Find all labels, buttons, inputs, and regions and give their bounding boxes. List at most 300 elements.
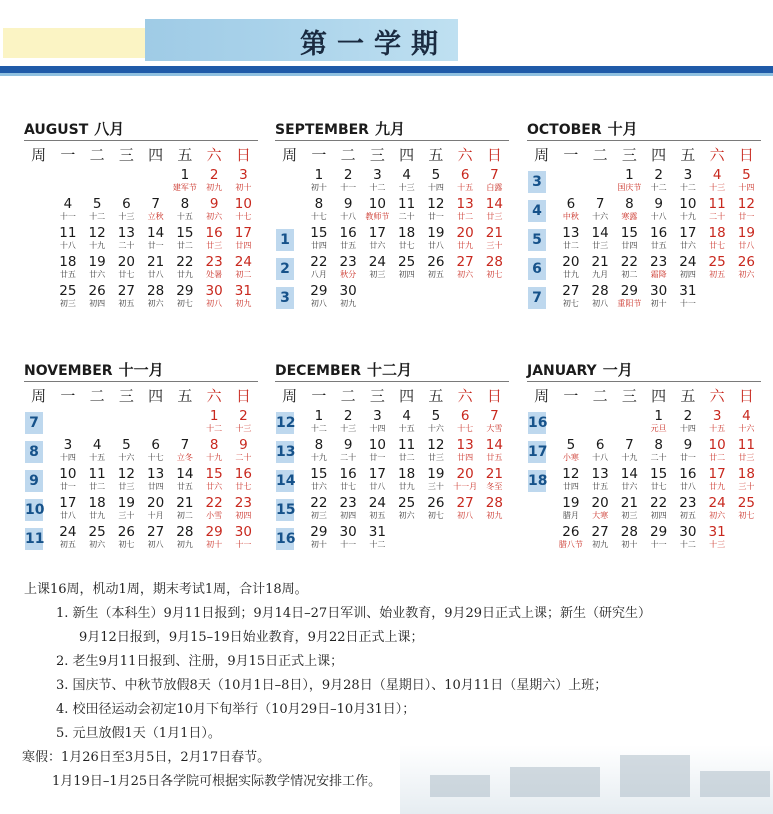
day-number: 8	[209, 437, 219, 453]
day-cell	[83, 225, 112, 254]
day-number: 15	[620, 225, 638, 241]
month-name-en: OCTOBER	[527, 122, 602, 138]
lunar-label: 廿三	[738, 453, 755, 462]
day-cell	[451, 225, 480, 254]
day-number: 23	[650, 254, 668, 270]
empty-cell	[480, 283, 509, 312]
day-number: 14	[147, 225, 165, 241]
day-cell	[229, 167, 258, 196]
day-cell	[334, 283, 363, 312]
week-number-badge: 5	[528, 229, 546, 251]
day-number: 4	[402, 167, 411, 183]
lunar-label: 廿四	[235, 241, 252, 250]
lunar-label: 十九	[310, 453, 327, 462]
week-row	[24, 225, 258, 254]
empty-cell	[421, 283, 450, 312]
week-row	[275, 495, 509, 524]
lunar-label: 初四	[89, 299, 106, 308]
day-cell	[141, 495, 170, 524]
day-number: 16	[339, 466, 357, 482]
empty-cell	[392, 283, 421, 312]
lunar-label: 初五	[118, 299, 135, 308]
day-number: 7	[151, 196, 160, 212]
weekday-label: 四	[651, 145, 667, 164]
day-number: 29	[205, 524, 223, 540]
day-cell	[53, 225, 82, 254]
day-cell	[170, 466, 199, 495]
weekday-label: 六	[709, 386, 725, 405]
lunar-label: 立秋	[147, 212, 164, 221]
day-cell	[732, 437, 761, 466]
day-number: 27	[562, 283, 580, 299]
day-cell	[673, 524, 702, 553]
day-number: 20	[147, 495, 165, 511]
day-number: 30	[234, 524, 252, 540]
lunar-label: 初九	[486, 511, 503, 520]
week-row	[275, 524, 509, 553]
day-number: 14	[620, 466, 638, 482]
day-number: 5	[431, 408, 441, 424]
weekday-label: 一	[563, 145, 579, 164]
week-number-badge: 15	[276, 499, 294, 521]
lunar-label: 初五	[59, 540, 76, 549]
day-cell	[586, 196, 615, 225]
lunar-label: 十三	[235, 424, 252, 433]
day-number: 6	[460, 408, 470, 424]
week-row	[275, 408, 509, 437]
day-number: 11	[59, 225, 77, 241]
day-number: 7	[490, 408, 499, 424]
day-cell	[141, 254, 170, 283]
day-cell	[83, 495, 112, 524]
day-number: 8	[654, 437, 663, 453]
day-cell	[480, 466, 509, 495]
day-number: 13	[456, 196, 474, 212]
lunar-label: 初十	[206, 540, 223, 549]
day-number: 2	[239, 408, 248, 424]
day-cell	[556, 196, 585, 225]
lunar-label: 廿二	[709, 453, 726, 462]
day-number: 16	[650, 225, 668, 241]
note-item-1: 1. 新生（本科生）9月11日报到；9月14日–27日军训、始业教育，9月29日正式上课；新生（研究生）	[56, 606, 652, 621]
day-number: 21	[147, 254, 165, 270]
day-cell	[392, 495, 421, 524]
week-number-badge: 7	[528, 287, 546, 309]
week-number-badge: 17	[528, 441, 546, 463]
day-number: 21	[485, 225, 503, 241]
day-number: 2	[343, 167, 353, 183]
empty-cell	[392, 524, 421, 553]
lunar-label: 十二	[369, 540, 386, 549]
day-number: 6	[566, 196, 576, 212]
day-number: 6	[460, 167, 470, 183]
day-number: 6	[122, 196, 131, 212]
day-cell	[451, 408, 480, 437]
day-cell	[304, 437, 333, 466]
week-row	[527, 196, 761, 225]
day-number: 25	[737, 495, 755, 511]
week-number-badge: 4	[528, 200, 546, 222]
weekday-label: 周	[31, 386, 47, 405]
day-cell	[480, 167, 509, 196]
weekday-label: 三	[369, 386, 385, 405]
day-cell	[644, 437, 673, 466]
week-row	[275, 283, 509, 312]
day-number: 29	[310, 283, 328, 299]
week-row	[527, 167, 761, 196]
lunar-label: 廿五	[592, 482, 609, 491]
lunar-label: 廿九	[176, 270, 193, 279]
day-cell	[732, 196, 761, 225]
lunar-label: 十三	[398, 183, 415, 192]
week-row	[527, 524, 761, 553]
day-number: 23	[205, 254, 223, 270]
lunar-label: 十三	[340, 424, 357, 433]
lunar-label: 初七	[738, 511, 755, 520]
weekday-label: 日	[738, 145, 754, 164]
lunar-label: 廿一	[369, 453, 386, 462]
lunar-label: 初七	[486, 270, 503, 279]
day-cell	[334, 254, 363, 283]
weekday-label: 周	[282, 145, 298, 164]
day-cell	[673, 437, 702, 466]
day-cell	[703, 495, 732, 524]
day-cell	[732, 495, 761, 524]
day-cell	[392, 225, 421, 254]
lunar-label: 廿四	[621, 241, 638, 250]
lunar-label: 廿八	[679, 482, 696, 491]
week-number-cell	[275, 167, 304, 196]
week-row	[24, 524, 258, 553]
empty-cell	[586, 167, 615, 196]
empty-cell	[112, 408, 141, 437]
day-cell	[673, 225, 702, 254]
day-number: 5	[431, 167, 441, 183]
day-cell	[673, 167, 702, 196]
day-number: 17	[368, 225, 386, 241]
lunar-label: 廿七	[709, 241, 726, 250]
day-cell	[363, 437, 392, 466]
day-cell	[673, 466, 702, 495]
weekday-header	[527, 382, 761, 408]
day-number: 12	[117, 466, 135, 482]
lunar-label: 十二	[369, 183, 386, 192]
weekday-label: 五	[428, 145, 444, 164]
day-number: 4	[712, 167, 722, 183]
day-number: 25	[398, 495, 416, 511]
week-number-cell	[527, 196, 556, 225]
lunar-label: 十七	[310, 212, 327, 221]
lunar-label: 十七	[147, 453, 164, 462]
day-number: 23	[339, 495, 357, 511]
header-rule	[0, 66, 773, 73]
day-cell	[53, 254, 82, 283]
week-row	[527, 495, 761, 524]
lunar-label: 十一	[650, 540, 667, 549]
lunar-label: 十九	[89, 241, 106, 250]
lunar-label: 元旦	[650, 424, 667, 433]
weekday-header	[275, 382, 509, 408]
day-number: 30	[679, 524, 697, 540]
day-cell	[703, 225, 732, 254]
lunar-label: 十九	[206, 453, 223, 462]
lunar-label: 初九	[206, 183, 223, 192]
day-cell	[392, 466, 421, 495]
day-cell	[363, 466, 392, 495]
note-adjust: 1月19日–1月25日各学院可根据实际教学情况安排工作。	[52, 774, 382, 789]
week-number-cell	[527, 495, 556, 524]
day-cell	[304, 225, 333, 254]
day-number: 30	[339, 524, 357, 540]
week-number-cell	[527, 225, 556, 254]
lunar-label: 初六	[457, 270, 474, 279]
week-number-badge: 12	[276, 412, 294, 434]
day-number: 25	[88, 524, 106, 540]
day-number: 28	[591, 283, 609, 299]
lunar-label: 廿七	[398, 241, 415, 250]
lunar-label: 初九	[176, 540, 193, 549]
lunar-label: 廿四	[147, 482, 164, 491]
week-number-cell	[527, 524, 556, 553]
lunar-label: 中秋	[562, 212, 579, 221]
day-number: 15	[205, 466, 223, 482]
weekday-label: 六	[206, 386, 222, 405]
lunar-label: 初八	[147, 540, 164, 549]
weekday-label: 三	[621, 145, 637, 164]
day-number: 22	[176, 254, 194, 270]
empty-cell	[363, 283, 392, 312]
day-number: 6	[151, 437, 160, 453]
week-number-cell	[527, 466, 556, 495]
day-cell	[363, 225, 392, 254]
weekday-label: 六	[206, 145, 222, 164]
month-title	[24, 120, 258, 138]
day-number: 26	[737, 254, 755, 270]
day-number: 11	[88, 466, 106, 482]
lunar-label: 初五	[427, 270, 444, 279]
weekday-label: 周	[534, 145, 550, 164]
lunar-label: 初十	[235, 183, 252, 192]
month-name-en: NOVEMBER	[24, 363, 113, 379]
day-cell	[170, 167, 199, 196]
day-number: 6	[595, 437, 605, 453]
lunar-label: 三十	[738, 482, 755, 491]
lunar-label: 廿八	[427, 241, 444, 250]
weekday-label: 一	[60, 386, 76, 405]
day-number: 27	[147, 524, 165, 540]
day-cell	[304, 196, 333, 225]
day-cell	[421, 408, 450, 437]
day-number: 18	[59, 254, 77, 270]
day-number: 21	[591, 254, 609, 270]
week-number-cell	[275, 196, 304, 225]
lunar-label: 大寒	[592, 511, 609, 520]
day-number: 27	[456, 495, 474, 511]
lunar-label: 初十	[650, 299, 667, 308]
weekday-label: 一	[311, 386, 327, 405]
lunar-label: 冬至	[486, 482, 503, 491]
week-row	[275, 437, 509, 466]
lunar-label: 初十	[310, 183, 327, 192]
empty-cell	[170, 408, 199, 437]
day-number: 7	[180, 437, 190, 453]
day-cell	[451, 254, 480, 283]
day-cell	[703, 524, 732, 553]
lunar-label: 十五	[709, 424, 726, 433]
week-number-badge: 3	[276, 287, 294, 309]
week-number-cell	[24, 437, 53, 466]
day-number: 24	[368, 254, 386, 270]
empty-cell	[83, 408, 112, 437]
day-cell	[334, 167, 363, 196]
day-cell	[200, 408, 229, 437]
day-cell	[200, 437, 229, 466]
day-number: 28	[147, 283, 165, 299]
day-cell	[421, 495, 450, 524]
day-number: 5	[92, 196, 102, 212]
week-number-cell	[275, 254, 304, 283]
week-row	[527, 408, 761, 437]
lunar-label: 白露	[486, 183, 503, 192]
day-number: 3	[373, 408, 382, 424]
lunar-label: 初七	[562, 299, 579, 308]
day-number: 9	[239, 437, 248, 453]
lunar-label: 廿七	[650, 482, 667, 491]
note-summary: 上课16周，机动1周，期末考试1周，合计18周。	[24, 582, 308, 597]
day-number: 12	[737, 196, 755, 212]
lunar-label: 秋分	[340, 270, 357, 279]
day-number: 26	[117, 524, 135, 540]
lunar-label: 廿八	[147, 270, 164, 279]
day-cell	[644, 495, 673, 524]
lunar-label: 十二	[679, 183, 696, 192]
weekday-label: 一	[563, 386, 579, 405]
day-cell	[363, 254, 392, 283]
day-cell	[200, 466, 229, 495]
day-cell	[83, 524, 112, 553]
weekday-header	[24, 141, 258, 167]
day-number: 22	[205, 495, 223, 511]
lunar-label: 十五	[457, 183, 474, 192]
day-cell	[141, 466, 170, 495]
day-cell	[200, 495, 229, 524]
lunar-label: 十一月	[453, 482, 478, 491]
lunar-label: 廿六	[89, 270, 106, 279]
day-number: 18	[708, 225, 726, 241]
day-cell	[421, 437, 450, 466]
day-cell	[363, 408, 392, 437]
day-cell	[334, 196, 363, 225]
day-number: 16	[339, 225, 357, 241]
day-cell	[170, 437, 199, 466]
day-number: 3	[373, 167, 382, 183]
day-number: 3	[683, 167, 693, 183]
day-number: 4	[742, 408, 751, 424]
day-cell	[732, 466, 761, 495]
week-number-cell	[24, 283, 53, 312]
lunar-label: 廿二	[89, 482, 106, 491]
day-number: 16	[205, 225, 223, 241]
day-cell	[53, 524, 82, 553]
lunar-label: 小寒	[562, 453, 579, 462]
day-cell	[421, 466, 450, 495]
empty-cell	[112, 167, 141, 196]
day-number: 8	[314, 196, 324, 212]
lunar-label: 廿四	[310, 241, 327, 250]
day-number: 29	[620, 283, 638, 299]
lunar-label: 三十	[427, 482, 444, 491]
lunar-label: 十四	[427, 183, 444, 192]
day-number: 15	[310, 466, 328, 482]
day-number: 1	[314, 167, 324, 183]
week-number-cell	[527, 437, 556, 466]
day-cell	[392, 254, 421, 283]
empty-cell	[556, 408, 585, 437]
lunar-label: 十五	[89, 453, 106, 462]
weekday-label: 二	[592, 145, 608, 164]
week-number-badge: 10	[25, 499, 43, 521]
day-cell	[480, 437, 509, 466]
lunar-label: 初二	[621, 270, 638, 279]
lunar-label: 廿九	[89, 511, 106, 520]
day-number: 28	[176, 524, 194, 540]
day-cell	[703, 254, 732, 283]
day-number: 31	[234, 283, 252, 299]
day-cell	[112, 254, 141, 283]
lunar-label: 十七	[235, 212, 252, 221]
day-number: 26	[88, 283, 106, 299]
lunar-label: 廿二	[457, 212, 474, 221]
day-number: 4	[92, 437, 102, 453]
day-number: 5	[742, 167, 751, 183]
lunar-label: 十五	[176, 212, 193, 221]
week-number-badge: 6	[528, 258, 546, 280]
day-cell	[170, 495, 199, 524]
day-number: 17	[368, 466, 386, 482]
lunar-label: 十一	[59, 212, 76, 221]
day-number: 15	[310, 225, 328, 241]
day-cell	[451, 466, 480, 495]
day-number: 15	[176, 225, 194, 241]
note-item-5: 5. 元旦放假1天（1月1日）。	[56, 726, 221, 741]
day-cell	[392, 437, 421, 466]
day-cell	[334, 524, 363, 553]
day-number: 7	[595, 196, 605, 212]
day-cell	[615, 524, 644, 553]
lunar-label: 十五	[398, 424, 415, 433]
day-number: 22	[650, 495, 668, 511]
weekday-label: 六	[709, 145, 725, 164]
day-number: 5	[566, 437, 576, 453]
day-cell	[170, 524, 199, 553]
day-cell	[586, 524, 615, 553]
day-cell	[141, 283, 170, 312]
lunar-label: 十三	[709, 540, 726, 549]
week-number-badge: 18	[528, 470, 546, 492]
weekday-label: 五	[177, 386, 193, 405]
note-winter: 寒假：1月26日至3月5日，2月17日春节。	[22, 750, 271, 765]
lunar-label: 八月	[310, 270, 327, 279]
day-cell	[732, 254, 761, 283]
day-number: 23	[234, 495, 252, 511]
lunar-label: 初三	[59, 299, 76, 308]
week-number-cell	[275, 408, 304, 437]
day-cell	[644, 196, 673, 225]
day-cell	[673, 283, 702, 312]
day-number: 18	[398, 225, 416, 241]
lunar-label: 廿四	[457, 453, 474, 462]
lunar-label: 十六	[427, 424, 444, 433]
